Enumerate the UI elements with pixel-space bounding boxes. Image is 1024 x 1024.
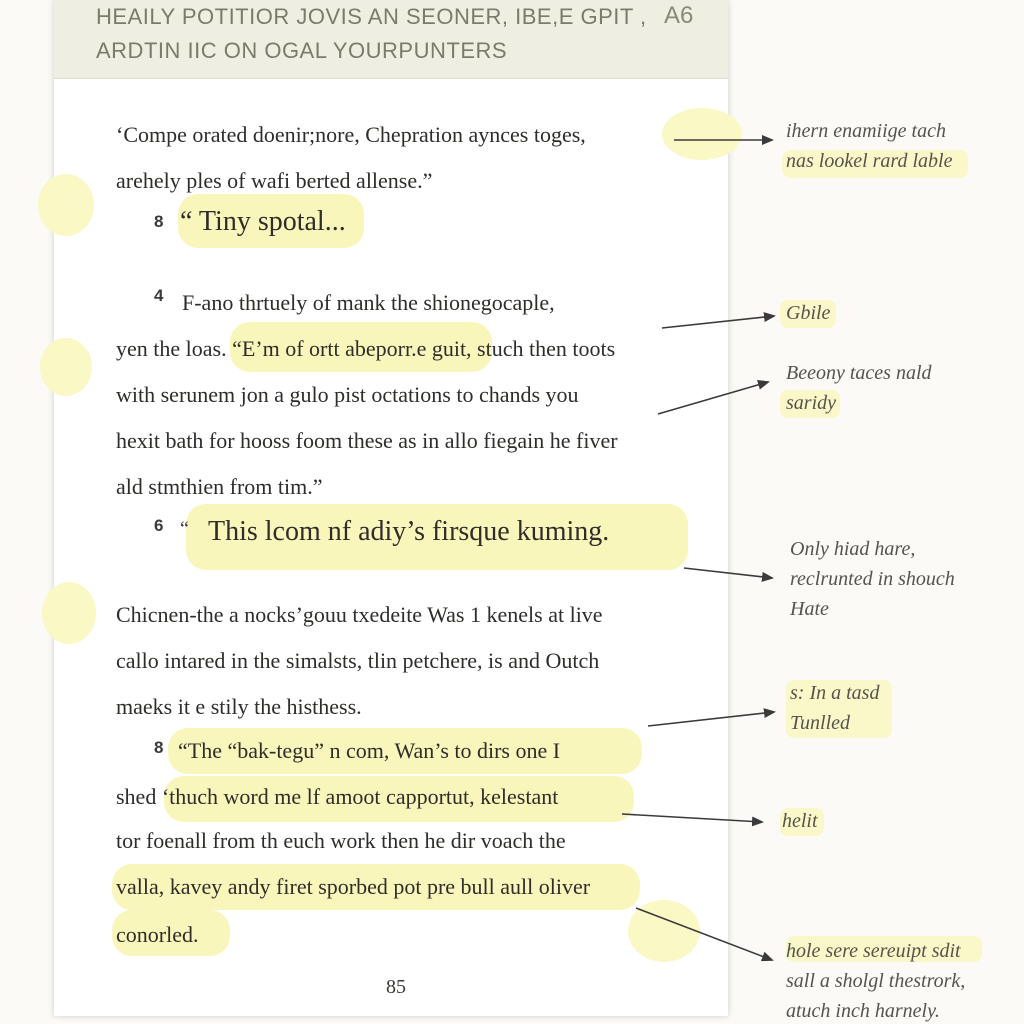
body-line-quote: “ Tiny spotal... — [180, 206, 346, 237]
paragraph-marker: 6 — [154, 516, 164, 535]
margin-highlight-dot — [42, 582, 96, 644]
margin-note-5 — [790, 678, 879, 738]
note-line: Gbile — [786, 302, 831, 324]
body-line: yen the loas. “E’m of ortt abeporr.e guit, stuch then toots — [116, 336, 616, 361]
text-highlight-dot — [628, 900, 700, 962]
margin-highlight-dot — [38, 174, 94, 236]
note-line: atuch inch harnely. — [786, 1000, 940, 1022]
body-line: valla, kavey andy firet sporbed pot pre bull aull oliver — [116, 874, 591, 899]
body-line: Chicnen-the a nocks’gouu txedeite Was 1 kenels at live — [116, 602, 603, 627]
body-line: hexit bath for hooss foom these as in allo fiegain he fiver — [116, 428, 618, 453]
paragraph-marker: 8 — [154, 212, 164, 231]
note-line: sall a sholgl thestrork, — [786, 970, 966, 992]
margin-note-1 — [786, 116, 952, 176]
body-line: with serunem jon a gulo pist octations to chands you — [116, 382, 579, 407]
note-line: Hate — [790, 598, 829, 620]
margin-note-7 — [786, 936, 965, 1024]
body-line: callo intared in the simalsts, tlin petchere, is and Outch — [116, 648, 600, 673]
quote-mark: “ — [180, 518, 189, 540]
note-line: Only hiad hare, — [790, 538, 916, 560]
note-line: s: In a tasd — [790, 682, 880, 704]
body-line: “The “bak-tegu” n com, Wan’s to dirs one I — [178, 738, 561, 763]
body-line: conorled. — [116, 922, 199, 947]
header-title-line-2: ARDTIN IIC ON OGAL YOURPUNTERS — [96, 38, 508, 63]
note-line: Tunlled — [790, 712, 851, 734]
page-header — [54, 0, 728, 79]
body-line: F-ano thrtuely of mank the shionegocaple, — [182, 290, 555, 315]
note-line: saridy — [786, 392, 836, 414]
body-line: maeks it e stily the histhess. — [116, 694, 362, 719]
page-code: A6 — [664, 2, 694, 29]
header-title-line-1: HEAILY POTITIOR JOVIS AN SEONER, IBE,E GPIT , — [96, 4, 647, 29]
note-line: ihern enamiige tach — [786, 120, 946, 142]
body-line: ald stmthien from tim.” — [116, 474, 323, 499]
note-line: hole sere sereuipt sdit — [786, 940, 961, 962]
body-line: tor foenall from th euch work then he dir voach the — [116, 828, 566, 853]
paragraph-marker: 8 — [154, 738, 164, 757]
note-line: helit — [782, 810, 818, 832]
body-line: shed ‘thuch word me lf amoot capportut, kelestant — [116, 784, 559, 809]
page-number: 85 — [386, 976, 406, 998]
margin-note-2 — [786, 298, 830, 328]
margin-highlight-dot — [40, 338, 92, 396]
body-line-quote: This lcom nf adiy’s firsque kuming. — [208, 516, 610, 547]
paragraph-marker: 4 — [154, 286, 164, 305]
note-line: reclrunted in shouch — [790, 568, 955, 590]
body-line: arehely ples of wafi berted allense.” — [116, 168, 433, 193]
margin-note-6 — [782, 806, 818, 836]
note-line: Beeony taces nald — [786, 362, 932, 384]
text-highlight-dot — [662, 108, 742, 160]
margin-note-3 — [786, 358, 932, 418]
note-line: nas lookel rard lable — [786, 150, 953, 172]
body-line: ‘Compe orated doenir;nore, Chepration aynces toges, — [116, 122, 586, 147]
margin-note-4 — [790, 534, 955, 624]
